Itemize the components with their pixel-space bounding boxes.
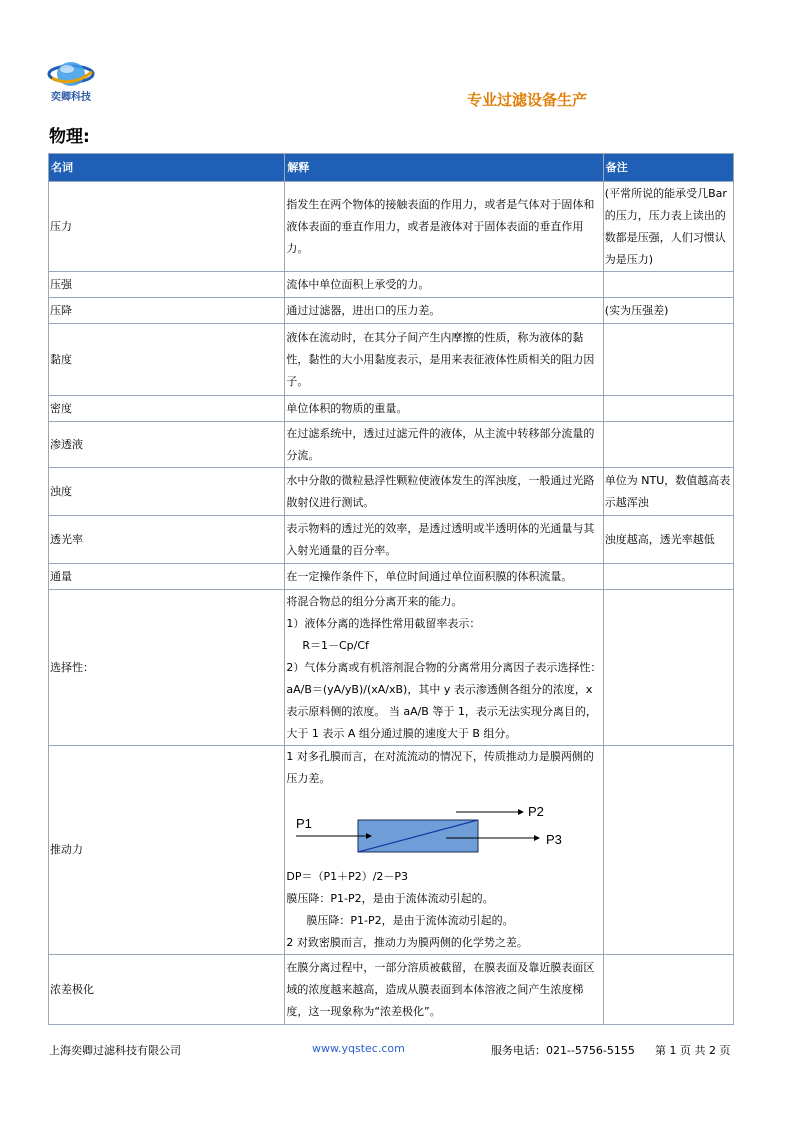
logo-text: 奕卿科技 [51,92,91,103]
glossary-table [48,153,734,1025]
label-p1: P1 [296,816,313,831]
row-note: 单位为 NTU，数值越高表示越浑浊 [603,468,733,516]
table-row [49,324,734,396]
footer-url-link[interactable]: www.yqstec.com [312,1042,405,1055]
desc-line: 膜压降：P1-P2，是由于流体流动引起的。 [286,892,494,905]
row-note [603,955,733,1025]
row-desc: 单位体积的物质的重量。 [285,396,603,422]
row-term: 透光率 [49,516,285,564]
row-note [603,746,733,955]
footer-phone: 服务电话：021--5756-5155 [491,1044,635,1057]
desc-line: 膜压降：P1-P2，是由于流体流动引起的。 [306,914,514,927]
row-desc: 水中分散的微粒悬浮性颗粒使液体发生的浑浊度，一般通过光路散射仪进行测试。 [285,468,603,516]
table-row [49,590,734,746]
p2-arrowhead [518,809,524,815]
row-desc [285,590,603,746]
row-desc: 在过滤系统中，透过过滤元件的液体，从主流中转移部分流量的分流。 [285,422,603,468]
table-row [49,468,734,516]
desc-line: 1）液体分离的选择性常用截留率表示： [286,616,481,630]
row-desc: 液体在流动时，在其分子间产生内摩擦的性质，称为液体的黏性，黏性的大小用黏度表示，是用来表征液体性质相关的阻力因子。 [285,324,603,396]
footer-page-number: 第 1 页 共 2 页 [655,1044,731,1057]
row-desc: 在一定操作条件下，单位时间通过单位面积膜的体积流量。 [285,564,603,590]
row-note: (实为压强差) [603,298,733,324]
row-desc: 指发生在两个物体的接触表面的作用力，或者是气体对于固体和液体表面的垂直作用力，或者是液体对于固体表面的垂直作用力。 [285,182,603,272]
desc-line: 2 对致密膜而言，推动力为膜两侧的化学势之差。 [286,936,528,949]
p3-arrowhead [534,835,540,841]
pressure-diagram [286,800,566,862]
row-desc: 流体中单位面积上承受的力。 [285,272,603,298]
header-tagline: 专业过滤设备生产 [467,91,588,109]
table-row [49,298,734,324]
table-row [49,272,734,298]
footer-company: 上海奕卿过滤科技有限公司 [49,1044,181,1057]
table-header-row [49,154,734,182]
row-note [603,396,733,422]
label-p2: P2 [528,804,545,819]
formula-line: R＝1－Cp/Cf [302,638,369,652]
header-term: 名词 [49,154,285,182]
row-term: 黏度 [49,324,285,396]
table-row [49,182,734,272]
row-desc: 表示物料的透过光的效率，是透过透明或半透明体的光通量与其入射光通量的百分率。 [285,516,603,564]
desc-line: 将混合物总的组分分离开来的能力。 [286,594,463,608]
desc-line: 1 对多孔膜而言，在对流流动的情况下，传质推动力是膜两侧的压力差。 [286,750,594,785]
table-row [49,955,734,1025]
table-row [49,396,734,422]
row-term: 浊度 [49,468,285,516]
row-note: 浊度越高，透光率越低 [603,516,733,564]
row-term: 选择性： [49,590,285,746]
label-p3: P3 [546,832,563,847]
row-term: 压降 [49,298,285,324]
row-desc: 通过过滤器，进出口的压力差。 [285,298,603,324]
row-term: 密度 [49,396,285,422]
header-desc: 解释 [285,154,603,182]
header-note: 备注 [603,154,733,182]
row-term: 推动力 [49,746,285,955]
row-note: (平常所说的能承受几Bar的压力，压力表上读出的数都是压强，人们习惯认为是压力) [603,182,733,272]
row-note [603,564,733,590]
table-row [49,746,734,955]
row-note [603,422,733,468]
row-desc [285,746,603,955]
table-row [49,422,734,468]
row-term: 渗透液 [49,422,285,468]
row-desc: 在膜分离过程中，一部分溶质被截留，在膜表面及靠近膜表面区域的浓度越来越高，造成从膜表面到本体溶液之间产生浓度梯度，这一现象称为“浓差极化”。 [285,955,603,1025]
table-row [49,564,734,590]
desc-line: 2）气体分离或有机溶剂混合物的分离常用分离因子表示选择性：aA/B＝(yA/yB)/(xA/xB)，其中 y 表示渗透侧各组分的浓度，x 表示原料侧的浓度。 当 aA/B 等于 1，表示无法实现分离目的，大于 1 表示 A 组分通过膜的速度大于 B 组分。 [286,660,602,740]
row-term: 压强 [49,272,285,298]
row-term: 压力 [49,182,285,272]
row-term: 浓差极化 [49,955,285,1025]
row-note [603,590,733,746]
section-title: 物理: [49,127,90,147]
row-term: 通量 [49,564,285,590]
table-row [49,516,734,564]
row-note [603,324,733,396]
desc-line: DP＝（P1＋P2）/2－P3 [286,870,409,883]
row-note [603,272,733,298]
